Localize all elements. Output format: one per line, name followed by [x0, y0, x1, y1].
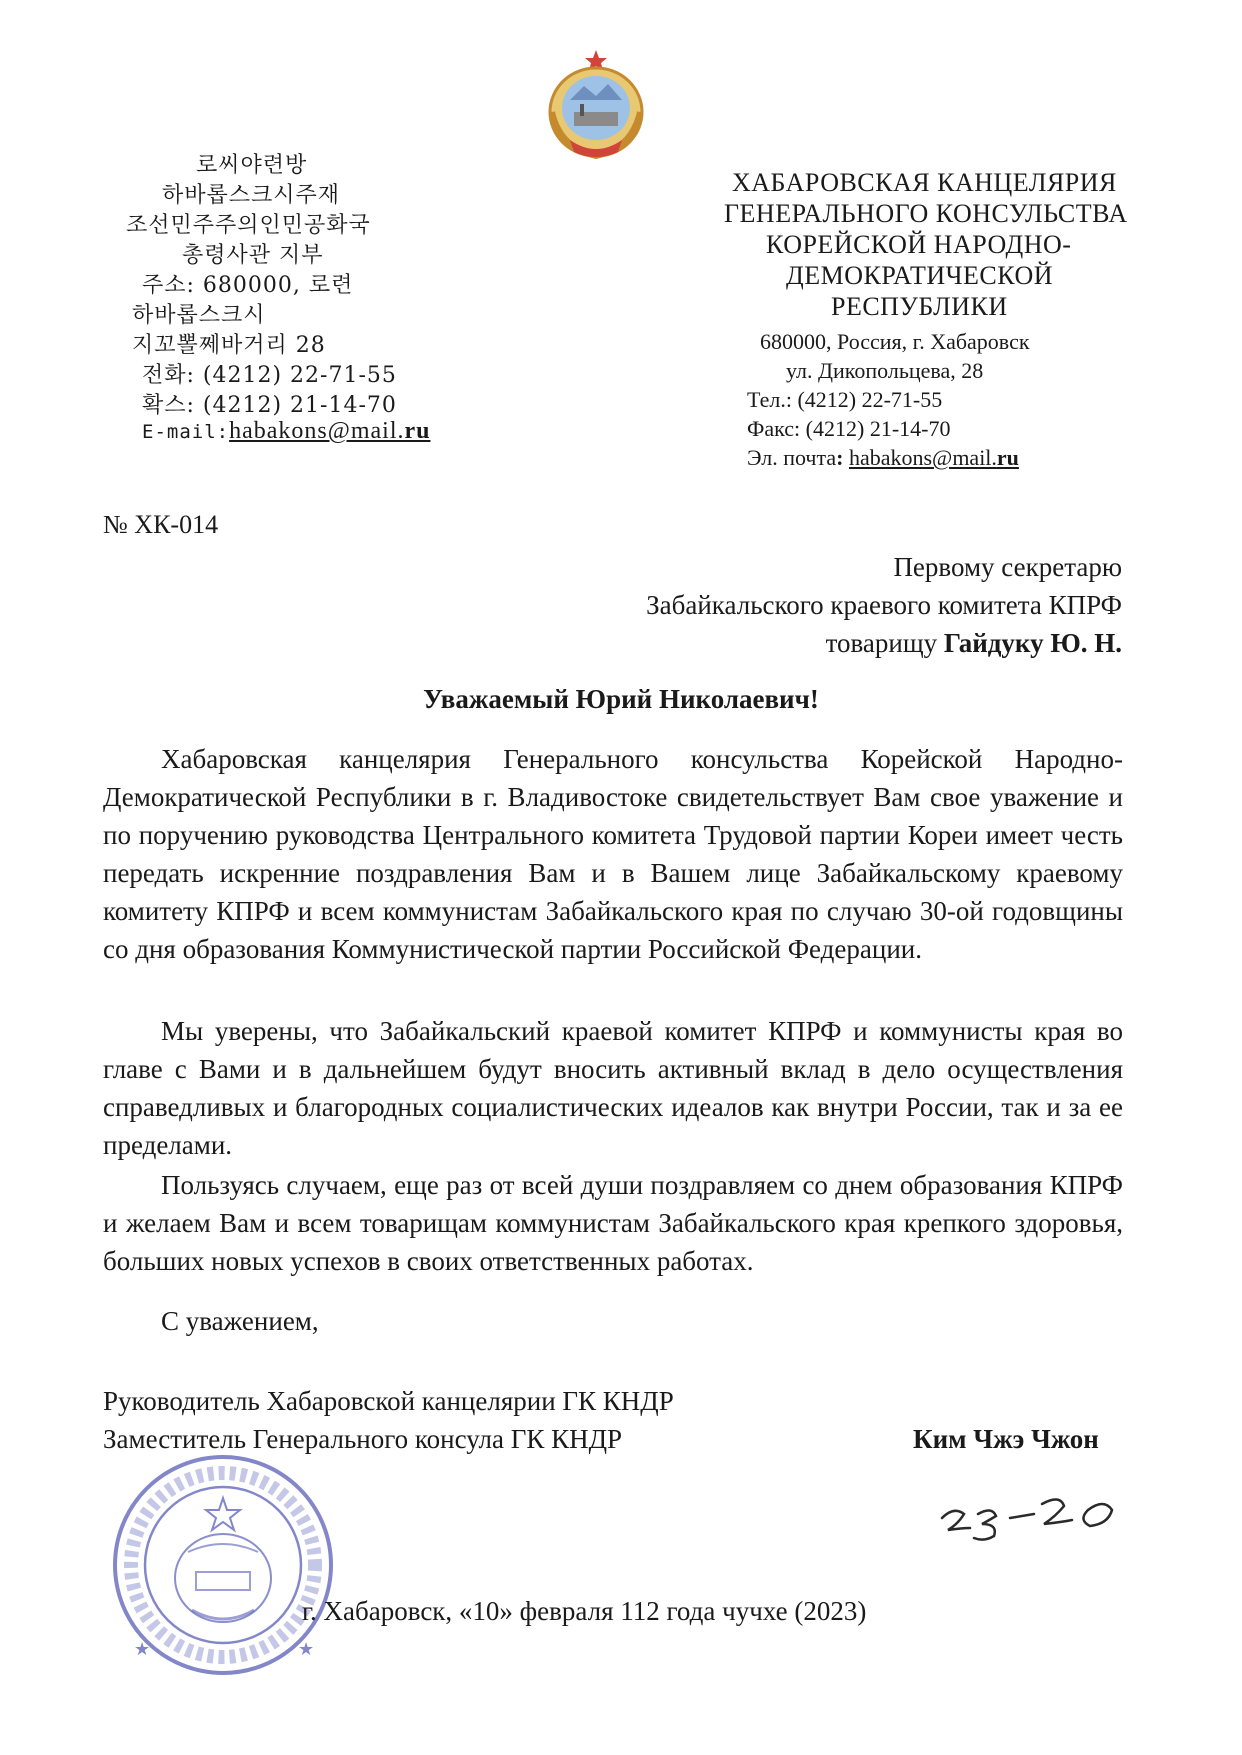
russian-email-label: Эл. почта — [747, 445, 837, 470]
korean-header-line: 하바롭스크시주재 — [162, 183, 341, 208]
korean-address-line: 지꼬뽈쩨바거리 28 — [132, 333, 326, 358]
salutation: Уважаемый Юрий Николаевич! — [423, 684, 819, 714]
russian-phone: Тел.: (4212) 22-71-55 — [747, 387, 943, 412]
korean-address-line: 주소: 680000, 로련 — [142, 273, 354, 298]
russian-address-line: ул. Дикопольцева, 28 — [786, 358, 984, 383]
korean-phone: 전화: (4212) 22-71-55 — [142, 363, 397, 388]
addressee-line: Первому секретарю — [893, 552, 1122, 582]
russian-header-line: ГЕНЕРАЛЬНОГО КОНСУЛЬСТВА — [724, 199, 1128, 228]
korean-header-line: 조선민주주의인민공화국 — [126, 213, 371, 238]
official-stamp-icon — [108, 1450, 338, 1680]
addressee-line — [646, 624, 1122, 662]
body-paragraph: Пользуясь случаем, еще раз от всей души поздравляем со днем образования КПРФ и желаем Вам и всем товарищам коммунистам Забайкальского края крепкого здоровья, больших новых успехов в своих ответственных работах. — [103, 1170, 1123, 1276]
korean-header-line: 총령사관 지부 — [182, 243, 324, 268]
russian-email-tld: ru — [996, 445, 1019, 470]
russian-email-link[interactable] — [849, 445, 1019, 470]
russian-header-line: ДЕМОКРАТИЧЕСКОЙ — [786, 261, 1054, 290]
signatory-title: Заместитель Генерального консула ГК КНДР — [103, 1424, 623, 1454]
korean-email — [142, 418, 430, 445]
addressee-name: Гайдуку Ю. Н. — [943, 628, 1122, 658]
russian-email-colon: : — [836, 445, 844, 470]
korean-email-tld: ru — [404, 418, 431, 444]
korean-header-line: 로씨야련방 — [196, 153, 308, 178]
state-emblem-icon — [540, 48, 652, 164]
handwritten-signature-icon — [938, 1484, 1118, 1554]
addressee-block — [646, 548, 1122, 662]
body-paragraph: Мы уверены, что Забайкальский краевой комитет КПРФ и коммунисты края во главе с Вами и в дальнейшем будут вносить активный вклад в дело осуществления справедливых и благородных социалистических идеалов как внутри России, так и за ее пределами. — [103, 1016, 1123, 1160]
place-date: г. Хабаровск, «10» февраля 112 года чучхе (2023) — [302, 1596, 867, 1626]
addressee-prefix: товарищу — [825, 628, 944, 658]
russian-fax: Факс: (4212) 21-14-70 — [747, 416, 951, 441]
russian-header-line: РЕСПУБЛИКИ — [831, 292, 1008, 321]
korean-address-line: 하바롭스크시 — [132, 303, 266, 328]
document-number: № ХК-014 — [103, 510, 219, 539]
russian-email-user: habakons@mail. — [848, 445, 997, 470]
russian-header-line: ХАБАРОВСКАЯ КАНЦЕЛЯРИЯ — [732, 168, 1117, 197]
signatory-title: Руководитель Хабаровской канцелярии ГК КНДР — [103, 1386, 674, 1416]
korean-email-link[interactable] — [229, 418, 430, 444]
svg-text:★: ★ — [298, 1639, 315, 1660]
russian-email — [747, 445, 1019, 471]
russian-header-line: КОРЕЙСКОЙ НАРОДНО- — [766, 230, 1072, 259]
korean-email-label: E-mail: — [142, 421, 230, 443]
russian-address-line: 680000, Россия, г. Хабаровск — [760, 329, 1030, 354]
svg-text:★: ★ — [134, 1639, 151, 1660]
addressee-line: Забайкальского краевого комитета КПРФ — [646, 590, 1122, 620]
body-paragraph: Хабаровская канцелярия Генерального консульства Корейской Народно-Демократической Республики в г. Владивостоке свидетельствует Вам свое уважение и по поручению руководства Центрального комитета Трудовой партии Кореи имеет честь передать искренние поздравления Вам и в Вашем лице Забайкальскому краевому комитету КПРФ и всем коммунистам Забайкальского края по случаю 30-ой годовщины со дня образования Коммунистической партии Российской Федерации. — [103, 744, 1123, 964]
closing: С уважением, — [161, 1306, 319, 1336]
korean-email-user: habakons@mail. — [229, 418, 405, 444]
korean-fax: 확스: (4212) 21-14-70 — [142, 393, 397, 418]
signatory-name: Ким Чжэ Чжон — [913, 1424, 1099, 1454]
